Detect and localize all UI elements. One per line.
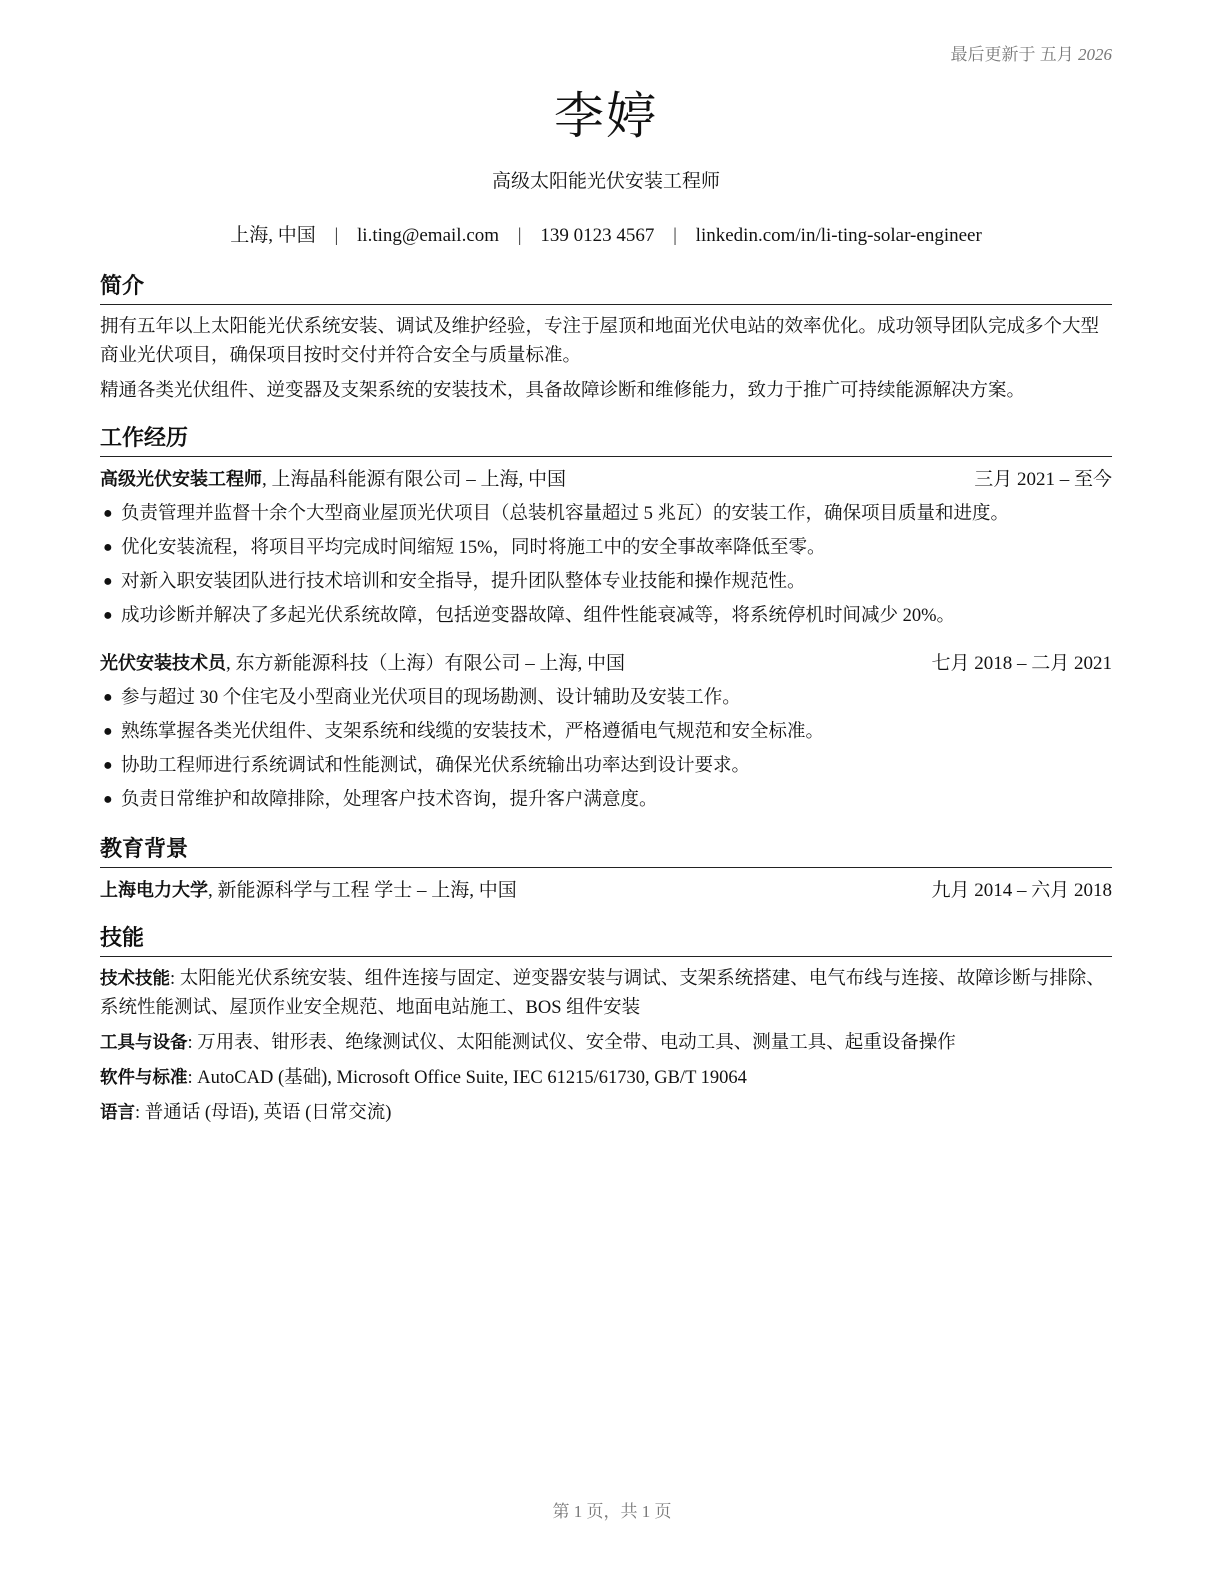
bullet-text: 优化安装流程，将项目平均完成时间缩短 15%，同时将施工中的安全事故率降低至零。 [121, 538, 826, 558]
summary-paragraph: 精通各类光伏组件、逆变器及支架系统的安装技术，具备故障诊断和维修能力，致力于推广可持续能源解决方案。 [100, 381, 1026, 401]
skill-label: 技术技能 [100, 969, 170, 989]
list-item [100, 715, 1112, 749]
bullet-icon: ● [103, 723, 113, 740]
degree-info: , 新能源科学与工程 学士 – 上海, 中国 [208, 880, 517, 901]
job-dates: 七月 2018 – 二月 2021 [931, 653, 1112, 674]
contact-separator: | [334, 225, 339, 246]
bullet-text: 成功诊断并解决了多起光伏系统故障，包括逆变器故障、组件性能衰减等，将系统停机时间减少 20%。 [121, 606, 956, 626]
list-item [100, 681, 1112, 715]
contact-separator: | [517, 225, 522, 246]
section-title-experience: 工作经历 [100, 424, 1112, 457]
job-header [100, 649, 1112, 679]
bullet-icon: ● [103, 689, 113, 706]
last-updated-label: 最后更新于 五月 [950, 45, 1074, 64]
skill-value: : 太阳能光伏系统安装、组件连接与固定、逆变器安装与调试、支架系统搭建、电气布线与连接、故障诊断与排除、系统性能测试、屋顶作业安全规范、地面电站施工、BOS 组件安装 [100, 969, 1105, 1018]
contact-phone[interactable]: 139 0123 4567 [540, 225, 655, 246]
skill-row [100, 1064, 1112, 1093]
bullet-text: 协助工程师进行系统调试和性能测试，确保光伏系统输出功率达到设计要求。 [121, 756, 751, 776]
list-item [100, 565, 1112, 599]
job-role-line [100, 649, 625, 679]
list-item [100, 531, 1112, 565]
skill-label: 语言 [100, 1103, 135, 1123]
skill-row [100, 1099, 1112, 1128]
list-item [100, 497, 1112, 531]
job-role: 高级光伏安装工程师 [100, 469, 262, 490]
bullet-icon: ● [103, 791, 113, 808]
job-dates: 三月 2021 – 至今 [974, 469, 1112, 490]
bullet-icon: ● [103, 505, 113, 522]
skill-value: : 万用表、钳形表、绝缘测试仪、太阳能测试仪、安全带、电动工具、测量工具、起重设备操作 [187, 1033, 956, 1053]
bullet-icon: ● [103, 757, 113, 774]
summary-paragraph: 拥有五年以上太阳能光伏系统安装、调试及维护经验，专注于屋顶和地面光伏电站的效率优化。成功领导团队完成多个大型商业光伏项目，确保项目按时交付并符合安全与质量标准。 [100, 317, 1100, 366]
job-entry [100, 649, 1112, 817]
job-role: 光伏安装技术员 [100, 653, 226, 674]
bullet-text: 对新入职安装团队进行技术培训和安全指导，提升团队整体专业技能和操作规范性。 [121, 572, 806, 592]
job-entry [100, 465, 1112, 633]
candidate-name: 李婷 [554, 87, 658, 145]
bullet-text: 负责日常维护和故障排除，处理客户技术咨询，提升客户满意度。 [121, 790, 658, 810]
education-entry [100, 876, 1112, 906]
skill-label: 工具与设备 [100, 1033, 188, 1053]
candidate-title: 高级太阳能光伏安装工程师 [491, 171, 720, 192]
job-bullets [100, 497, 1112, 633]
bullet-icon: ● [103, 607, 113, 624]
job-company: , 上海晶科能源有限公司 – 上海, 中国 [262, 469, 567, 490]
skill-row [100, 965, 1112, 1023]
contact-location: 上海, 中国 [230, 225, 316, 246]
contact-line [100, 222, 1112, 250]
list-item [100, 749, 1112, 783]
education-line [100, 876, 517, 906]
job-role-line [100, 465, 566, 495]
list-item [100, 783, 1112, 817]
list-item [100, 599, 1112, 633]
education-dates: 九月 2014 – 六月 2018 [931, 880, 1112, 901]
contact-linkedin[interactable]: linkedin.com/in/li-ting-solar-engineer [695, 225, 982, 246]
section-title-education: 教育背景 [100, 835, 1112, 868]
resume-page [100, 40, 1112, 1134]
skill-row [100, 1029, 1112, 1058]
bullet-icon: ● [103, 539, 113, 556]
page-number: 第 1 页，共 1 页 [552, 1502, 672, 1521]
job-header [100, 465, 1112, 495]
section-title-summary: 简介 [100, 272, 1112, 305]
last-updated [100, 40, 1112, 70]
bullet-text: 熟练掌握各类光伏组件、支架系统和线缆的安装技术，严格遵循电气规范和安全标准。 [121, 722, 825, 742]
contact-separator: | [673, 225, 677, 246]
skill-value: : AutoCAD (基础), Microsoft Office Suite, IEC 61215/61730, GB/T 19064 [187, 1068, 747, 1088]
job-company: , 东方新能源科技（上海）有限公司 – 上海, 中国 [226, 653, 626, 674]
bullet-icon: ● [103, 573, 113, 590]
school-name: 上海电力大学 [100, 880, 208, 901]
bullet-text: 负责管理并监督十余个大型商业屋顶光伏项目（总装机容量超过 5 兆瓦）的安装工作，确保项目质量和进度。 [121, 504, 1010, 524]
skill-value: : 普通话 (母语), 英语 (日常交流) [135, 1103, 392, 1123]
last-updated-year: 2026 [1078, 45, 1112, 64]
section-title-skills: 技能 [100, 924, 1112, 957]
job-bullets [100, 681, 1112, 817]
bullet-text: 参与超过 30 个住宅及小型商业光伏项目的现场勘测、设计辅助及安装工作。 [121, 688, 741, 708]
contact-email[interactable]: li.ting@email.com [357, 225, 500, 246]
skill-label: 软件与标准 [100, 1068, 188, 1088]
